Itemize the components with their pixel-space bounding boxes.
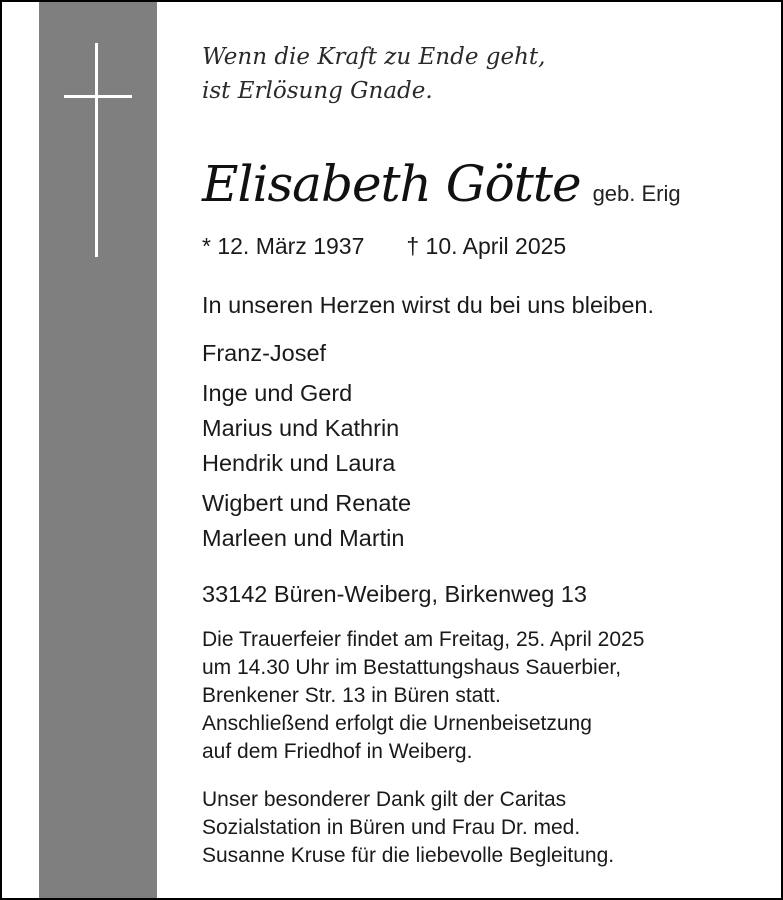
ceremony-info [202, 626, 644, 766]
cross-icon-bar [64, 95, 132, 98]
mourner-name: Franz-Josef [202, 340, 327, 366]
motto-line-1: Wenn die Kraft zu Ende geht, [202, 44, 546, 70]
cross-icon [95, 43, 98, 257]
death-date: † 10. April 2025 [406, 233, 567, 259]
mourner-name: Wigbert und Renate [202, 490, 412, 516]
motto-line-2: ist Erlösung Gnade. [202, 78, 433, 104]
ceremony-line: auf dem Friedhof in Weiberg. [202, 740, 473, 763]
deceased-name-row [202, 156, 681, 222]
sentiment: In unseren Herzen wirst du bei uns bleiben. [202, 292, 654, 318]
thanks-line: Sozialstation in Büren und Frau Dr. med. [202, 816, 581, 839]
birth-name: geb. Erig [592, 181, 681, 206]
ceremony-line: Anschließend erfolgt die Urnenbeisetzung [202, 712, 592, 735]
motto [202, 40, 545, 108]
mourner-name: Inge und Gerd [202, 380, 353, 406]
thanks-line: Unser besonderer Dank gilt der Caritas [202, 788, 567, 811]
side-bar [39, 2, 157, 898]
mourners-group-2 [202, 376, 399, 481]
mourner-name: Hendrik und Laura [202, 450, 396, 476]
life-dates [202, 231, 566, 261]
mourners-group-1 [202, 338, 326, 368]
birth-date: * 12. März 1937 [202, 233, 365, 259]
thanks [202, 786, 614, 870]
mourner-name: Marleen und Martin [202, 525, 405, 551]
ceremony-line: um 14.30 Uhr im Bestattungshaus Sauerbier, [202, 656, 622, 679]
address: 33142 Büren-Weiberg, Birkenweg 13 [202, 581, 587, 607]
thanks-line: Susanne Kruse für die liebevolle Begleitung. [202, 844, 615, 867]
ceremony-line: Die Trauerfeier findet am Freitag, 25. April 2025 [202, 628, 645, 651]
mourner-name: Marius und Kathrin [202, 415, 400, 441]
ceremony-line: Brenkener Str. 13 in Büren statt. [202, 684, 501, 707]
mourners-group-3 [202, 486, 411, 556]
deceased-name: Elisabeth Götte [202, 155, 581, 213]
